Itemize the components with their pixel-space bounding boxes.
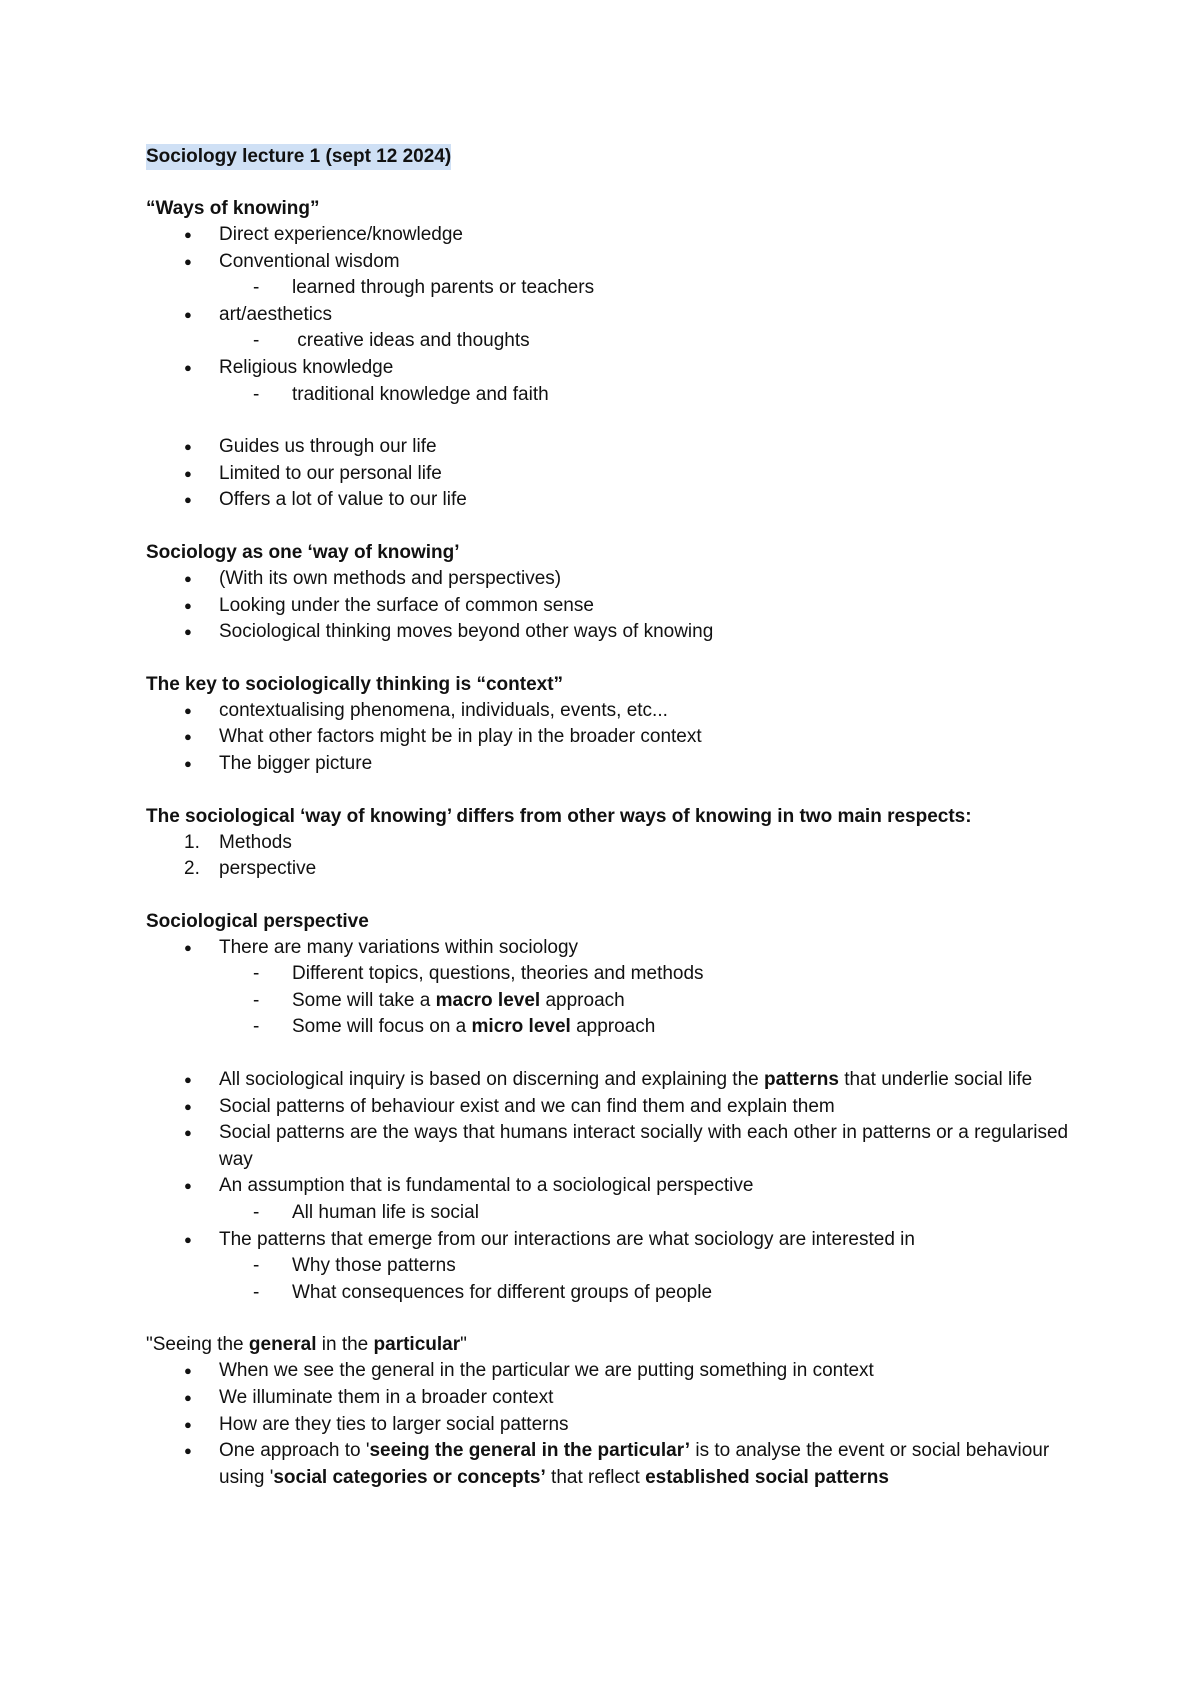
- list-item: ● An assumption that is fundamental to a sociological perspective: [146, 1173, 1086, 1200]
- heading-sociology-way-of-knowing: Sociology as one ‘way of knowing’: [146, 541, 460, 563]
- dash-icon: -: [253, 989, 260, 1011]
- sub-list-item: - Different topics, questions, theories and methods: [146, 961, 1086, 988]
- heading-general-in-particular: "Seeing the general in the particular": [146, 1334, 467, 1356]
- dash-icon: -: [253, 1255, 260, 1277]
- sub-list-item: - All human life is social: [146, 1200, 1086, 1227]
- bullet-icon: ●: [184, 492, 192, 508]
- bullet-icon: ●: [184, 359, 192, 375]
- list-item: ● Guides us through our life: [146, 434, 1086, 461]
- list-item: ● The bigger picture: [146, 751, 1086, 778]
- bullet-icon: ●: [184, 1416, 192, 1432]
- list-item: ● Limited to our personal life: [146, 461, 1086, 488]
- list-item: ● art/aesthetics: [146, 302, 1086, 329]
- document-title: Sociology lecture 1 (sept 12 2024): [146, 144, 451, 170]
- bullet-icon: ●: [184, 729, 192, 745]
- bullet-icon: ●: [184, 755, 192, 771]
- numbered-item: 1. Methods: [146, 830, 1086, 857]
- numbered-item: 2. perspective: [146, 856, 1086, 883]
- dash-icon: -: [253, 963, 260, 985]
- list-item: ● There are many variations within sociology: [146, 935, 1086, 962]
- sub-list-item: - Why those patterns: [146, 1253, 1086, 1280]
- bullet-icon: ●: [184, 1178, 192, 1194]
- bullet-icon: ●: [184, 1443, 192, 1459]
- list-item: ● The patterns that emerge from our interactions are what sociology are interested in: [146, 1227, 1086, 1254]
- heading-sociological-perspective: Sociological perspective: [146, 910, 369, 932]
- bullet-icon: ●: [184, 597, 192, 613]
- dash-icon: -: [253, 1016, 260, 1038]
- bullet-icon: ●: [184, 1363, 192, 1379]
- dash-icon: -: [253, 1281, 260, 1303]
- sub-list-item: - Some will focus on a micro level approach: [146, 1014, 1086, 1041]
- list-item: ● Looking under the surface of common sense: [146, 593, 1086, 620]
- bullet-icon: ●: [184, 1098, 192, 1114]
- bullet-icon: ●: [184, 624, 192, 640]
- bullet-icon: ●: [184, 570, 192, 586]
- item-number: 2.: [184, 858, 200, 880]
- list-item: ● We illuminate them in a broader context: [146, 1385, 1086, 1412]
- list-item: ● Social patterns of behaviour exist and we can find them and explain them: [146, 1094, 1086, 1121]
- bullet-icon: ●: [184, 1072, 192, 1088]
- list-item: ● Direct experience/knowledge: [146, 222, 1086, 249]
- bullet-icon: ●: [184, 939, 192, 955]
- dash-icon: -: [253, 330, 260, 352]
- heading-ways-of-knowing: “Ways of knowing”: [146, 198, 320, 219]
- list-item: ● When we see the general in the particular we are putting something in context: [146, 1358, 1086, 1385]
- sub-list-item: - traditional knowledge and faith: [146, 382, 1086, 409]
- list-item: ● Religious knowledge: [146, 355, 1086, 382]
- list-item: ● Social patterns are the ways that humans interact socially with each other in patterns or a regularised way: [184, 1122, 1069, 1170]
- sub-list-item: - learned through parents or teachers: [146, 275, 1086, 302]
- bullet-icon: ●: [184, 227, 192, 242]
- sub-list-item: - creative ideas and thoughts: [146, 328, 1086, 355]
- list-item: ● Offers a lot of value to our life: [146, 487, 1086, 514]
- dash-icon: -: [253, 383, 260, 405]
- bullet-icon: ●: [184, 1231, 192, 1247]
- heading-two-respects: The sociological ‘way of knowing’ differs from other ways of knowing in two main respects:: [146, 805, 972, 827]
- bullet-icon: ●: [184, 306, 192, 322]
- bullet-icon: ●: [184, 253, 192, 269]
- list-item: ● One approach to 'seeing the general in the particular’ is to analyse the event or social behaviour using 'social categories or concepts’ that reflect established social patterns: [184, 1440, 1050, 1488]
- sub-list-item: - What consequences for different groups of people: [146, 1280, 1086, 1307]
- list-item: ● (With its own methods and perspectives): [146, 566, 1086, 593]
- list-item: ● Sociological thinking moves beyond other ways of knowing: [146, 619, 1086, 646]
- list-item: ● Conventional wisdom: [146, 249, 1086, 276]
- bullet-icon: ●: [184, 465, 192, 481]
- item-number: 1.: [184, 831, 200, 853]
- bullet-icon: ●: [184, 1390, 192, 1405]
- heading-context: The key to sociologically thinking is “context”: [146, 673, 564, 695]
- dash-icon: -: [253, 277, 260, 299]
- dash-icon: -: [253, 1202, 260, 1224]
- list-item: ● How are they ties to larger social patterns: [146, 1412, 1086, 1439]
- bullet-icon: ●: [184, 1125, 192, 1141]
- sub-list-item: - Some will take a macro level approach: [146, 988, 1086, 1015]
- list-item: ● What other factors might be in play in the broader context: [146, 724, 1086, 751]
- list-item: ● contextualising phenomena, individuals, events, etc...: [146, 698, 1086, 725]
- document-page: [146, 144, 1086, 1491]
- bullet-icon: ●: [184, 439, 192, 455]
- bullet-icon: ●: [184, 702, 192, 718]
- list-item: ● All sociological inquiry is based on discerning and explaining the patterns that underlie social life: [146, 1067, 1086, 1094]
